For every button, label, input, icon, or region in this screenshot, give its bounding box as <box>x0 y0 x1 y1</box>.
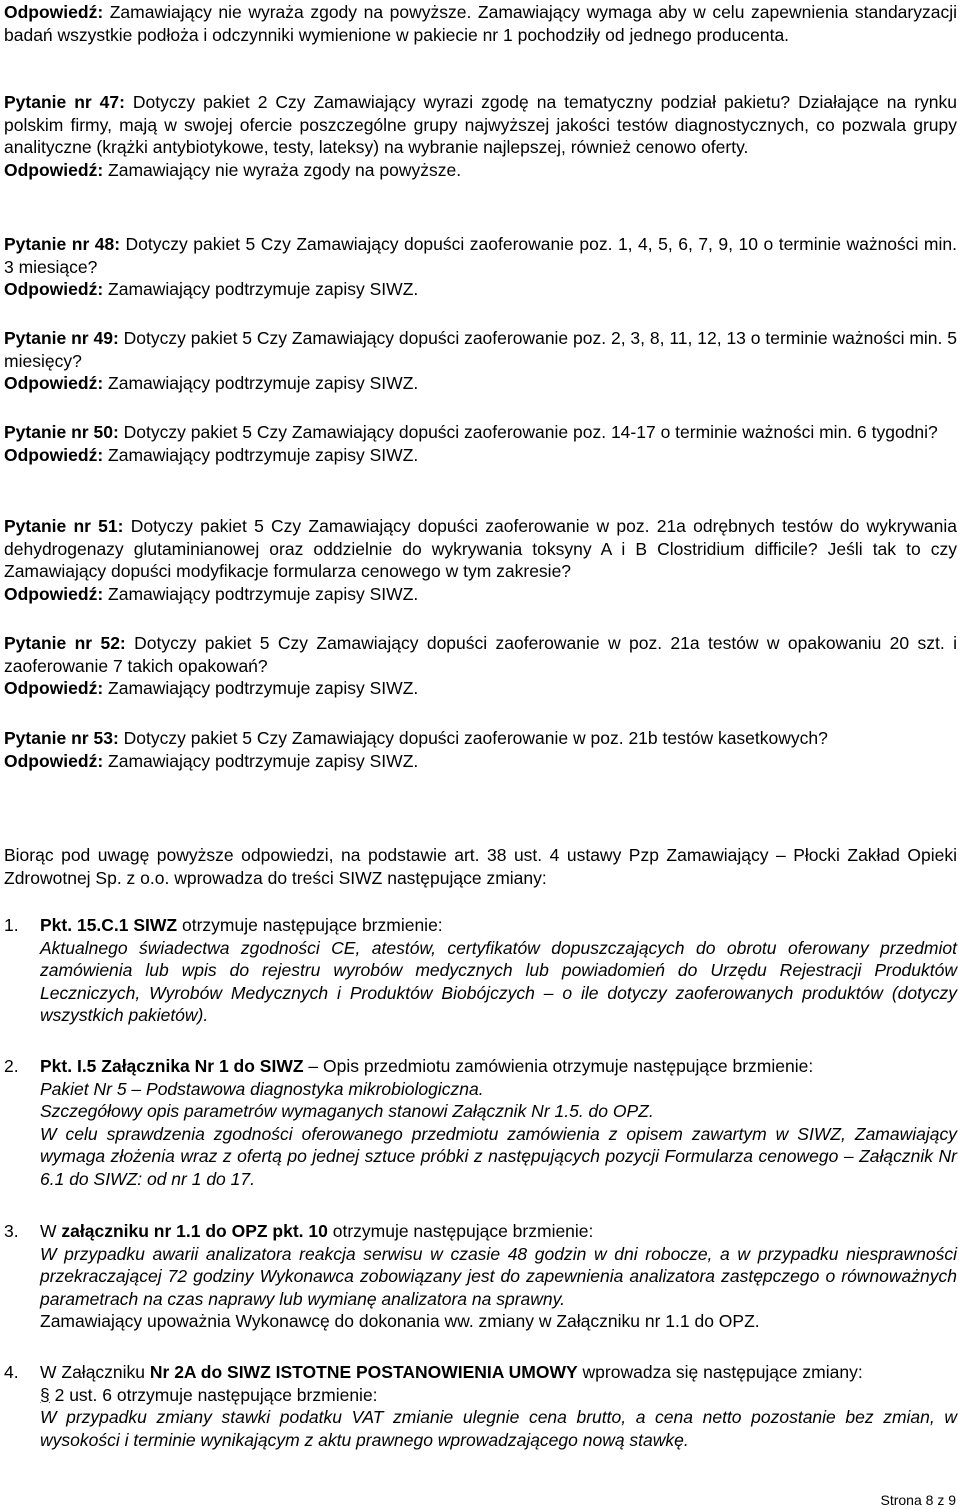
question-48: Pytanie nr 48: Dotyczy pakiet 5 Czy Zamawiający dopuści zaoferowanie poz. 1, 4, 5, 6, 7, 9, 10 o terminie ważności min. 3 miesiące? Odpowiedź: Zamawiający podtrzymuje zapisy SIWZ. <box>4 234 957 299</box>
question-49: Pytanie nr 49: Dotyczy pakiet 5 Czy Zamawiający dopuści zaoferowanie poz. 2, 3, 8, 11, 12, 13 o terminie ważności min. 5 miesięcy? Odpowiedź: Zamawiający podtrzymuje zapisy SIWZ. <box>4 328 957 393</box>
question-53: Pytanie nr 53: Dotyczy pakiet 5 Czy Zamawiający dopuści zaoferowanie w poz. 21b testów kasetkowych? Odpowiedź: Zamawiający podtrzymuje zapisy SIWZ. <box>4 728 828 771</box>
question-50: Pytanie nr 50: Dotyczy pakiet 5 Czy Zamawiający dopuści zaoferowanie poz. 14-17 o terminie ważności min. 6 tygodni? Odpowiedź: Zamawiający podtrzymuje zapisy SIWZ. <box>4 422 938 465</box>
list-body: W załączniku nr 1.1 do OPZ pkt. 10 otrzymuje następujące brzmienie: W przypadku awarii analizatora reakcja serwisu w czasie 48 godzin w dni robocze, a w przypadku niesprawności przekraczającej 72 godziny Wykonawca zobowiązany jest do zapewnienia analizatora zastępczego o równoważnych parametrach na czas naprawy lub wymianę analizatora na sprawny. Zamawiający upoważnia Wykonawcę do dokonania ww. zmiany w Załączniku nr 1.1 do OPZ. <box>40 1221 957 1331</box>
answer-previous: Odpowiedź: Zamawiający nie wyraża zgody na powyższe. Zamawiający wymaga aby w celu zapewnienia standaryzacji badań wszystkie podłoża i odczynniki wymienione w pakiecie nr 1 pochodziły od jednego producenta. <box>4 2 957 45</box>
question-51: Pytanie nr 51: Dotyczy pakiet 5 Czy Zamawiający dopuści zaoferowanie w poz. 21a odrębnych testów do wykrywania dehydrogenazy glutaminianowej oraz oddzielnie do wykrywania toksyny A i B Clostridium difficile? Jeśli tak to czy Zamawiający dopuści modyfikacje formularza cenowego w tym zakresie? Odpowiedź: Zamawiający podtrzymuje zapisy SIWZ. <box>4 516 957 604</box>
question-52: Pytanie nr 52: Dotyczy pakiet 5 Czy Zamawiający dopuści zaoferowanie w poz. 21a testów w opakowaniu 20 szt. i zaoferowanie 7 takich opakowań? Odpowiedź: Zamawiający podtrzymuje zapisy SIWZ. <box>4 633 957 698</box>
list-number: 2. <box>4 1056 19 1076</box>
list-number: 4. <box>4 1362 19 1382</box>
list-body: Pkt. 15.C.1 SIWZ otrzymuje następujące brzmienie: Aktualnego świadectwa zgodności CE, atestów, certyfikatów dopuszczających do obrotu oferowany przedmiot zamówienia lub wpis do rejestru wyrobów medycznych lub powiadomień do Urzędu Rejestracji Produktów Leczniczych, Wyrobów Medycznych i Produktów Biobójczych – o ile dotyczy zaoferowanych produktów (dotyczy wszystkich pakietów). <box>40 915 957 1025</box>
question-47: Pytanie nr 47: Dotyczy pakiet 2 Czy Zamawiający wyrazi zgodę na tematyczny podział pakietu? Działające na rynku polskim firmy, mają w swojej ofercie poszczególne grupy najwyższej jakości testów diagnostycznych, co pozwala grupy analityczne (krążki antybiotykowe, testy, lateksy) na wybranie najlepszej, również cenowo oferty. Odpowiedź: Zamawiający nie wyraża zgody na powyższe. <box>4 92 957 180</box>
page-number: Strona 8 z 9 <box>880 1492 956 1508</box>
list-body: Pkt. I.5 Załącznika Nr 1 do SIWZ – Opis przedmiotu zamówienia otrzymuje następujące brzmienie: Pakiet Nr 5 – Podstawowa diagnostyka mikrobiologiczna. Szczegółowy opis parametrów wymaganych stanowi Załącznik Nr 1.5. do OPZ. W celu sprawdzenia zgodności oferowanego przedmiotu zamówienia z opisem zawartym w SIWZ, Zamawiający wymaga złożenia wraz z ofertą po jednej sztuce próbki z następujących pozycji Formularza cenowego – Załącznik Nr 6.1 do SIWZ: od nr 1 do 17. <box>40 1056 957 1189</box>
list-body: W Załączniku Nr 2A do SIWZ ISTOTNE POSTANOWIENIA UMOWY wprowadza się następujące zmiany: § 2 ust. 6 otrzymuje następujące brzmienie: W przypadku zmiany stawki podatku VAT zmianie ulegnie cena brutto, a cena netto pozostanie bez zmian, w wysokości i terminie wynikającym z aktu prawnego wprowadzającego nową stawkę. <box>40 1362 957 1450</box>
list-number: 3. <box>4 1221 19 1241</box>
list-number: 1. <box>4 915 19 935</box>
changes-intro: Biorąc pod uwagę powyższe odpowiedzi, na podstawie art. 38 ust. 4 ustawy Pzp Zamawiający – Płocki Zakład Opieki Zdrowotnej Sp. z o.o. wprowadza do treści SIWZ następujące zmiany: <box>4 845 957 888</box>
